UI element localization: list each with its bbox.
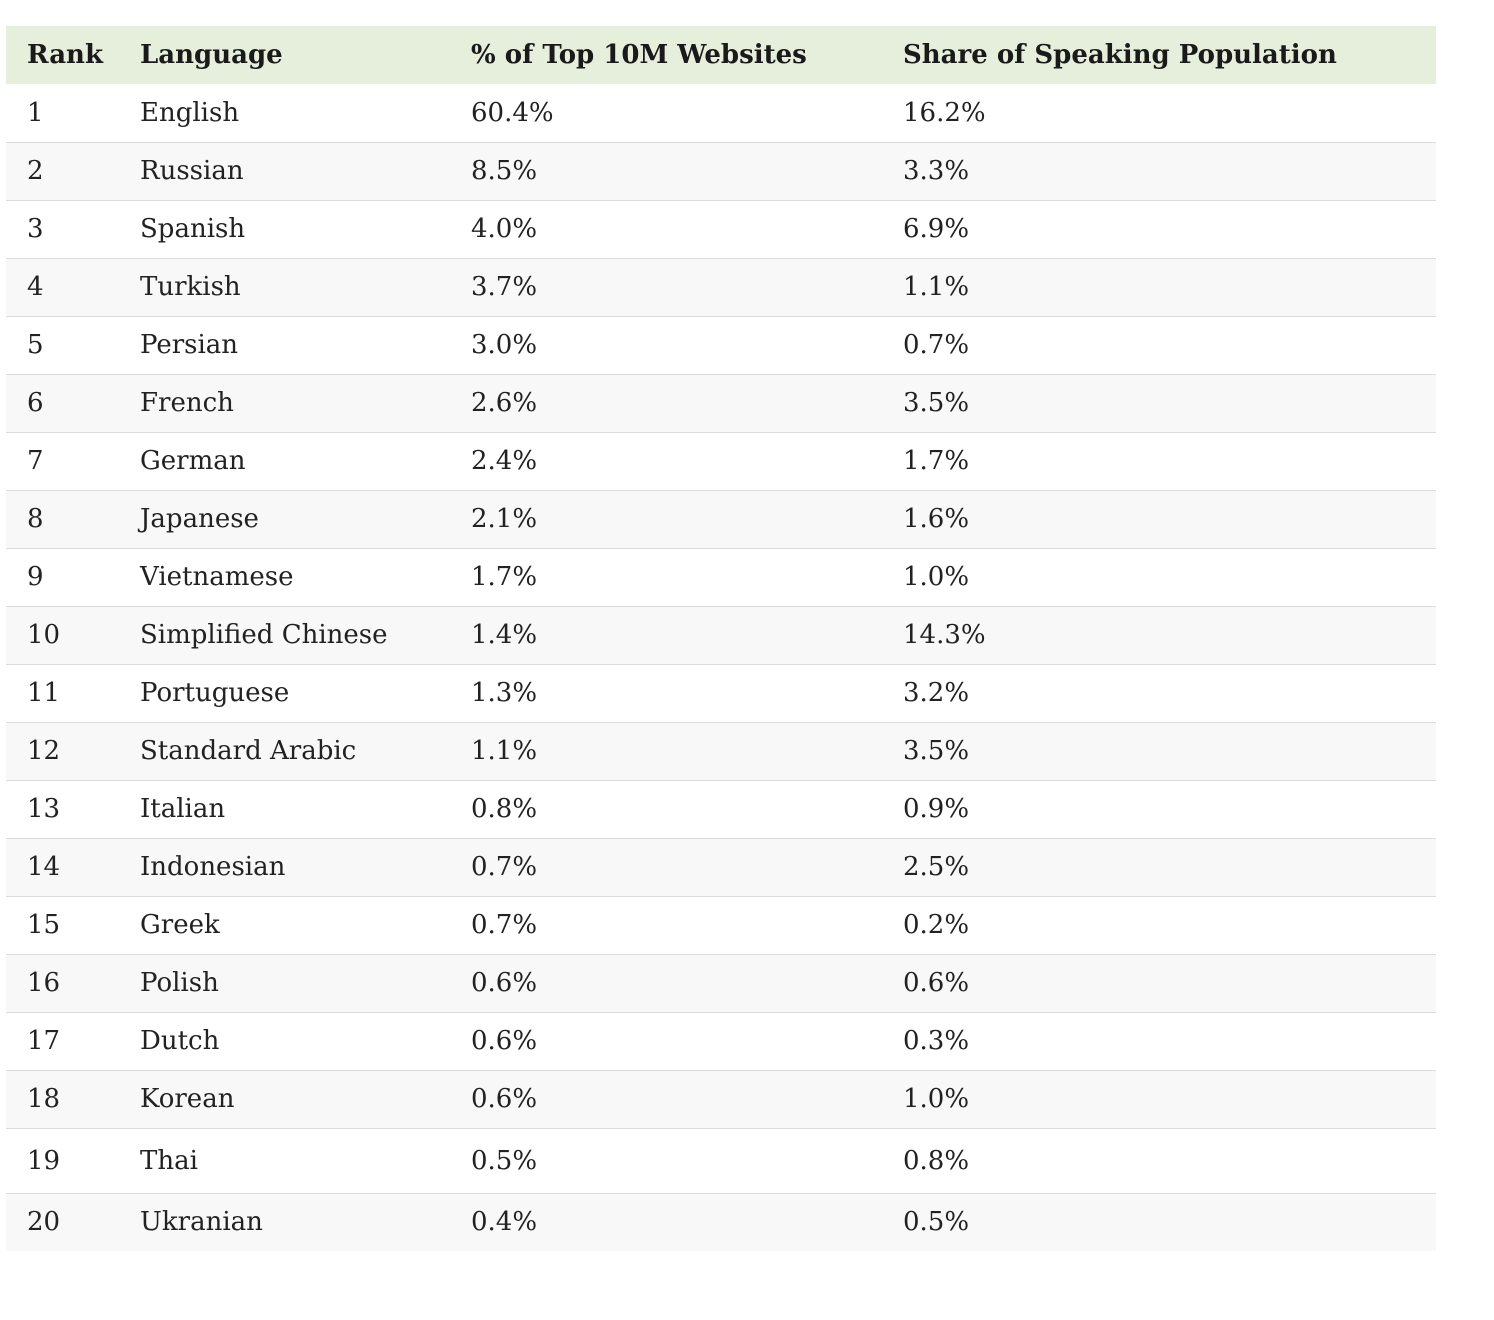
table-row (6, 84, 1436, 142)
cell-websites: 0.4% (471, 1207, 538, 1238)
cell-rank: 7 (27, 446, 44, 476)
cell-language: Indonesian (140, 852, 286, 882)
table-row (6, 200, 1436, 258)
cell-websites: 0.7% (471, 910, 538, 940)
header-language: Language (140, 40, 283, 70)
cell-language: Thai (140, 1145, 198, 1176)
table-row (6, 722, 1436, 780)
cell-language: Italian (140, 794, 226, 824)
cell-websites: 3.0% (471, 330, 538, 360)
cell-websites: 60.4% (471, 97, 554, 128)
cell-rank: 1 (27, 97, 44, 128)
cell-language: Polish (140, 968, 219, 998)
cell-population: 1.6% (903, 504, 970, 534)
cell-language: Vietnamese (140, 562, 294, 592)
cell-rank: 8 (27, 504, 44, 534)
table-row (6, 1128, 1436, 1193)
cell-websites: 1.1% (471, 736, 538, 766)
cell-rank: 17 (27, 1026, 61, 1056)
cell-population: 3.2% (903, 678, 970, 708)
cell-language: Ukranian (140, 1207, 263, 1238)
cell-websites: 2.6% (471, 388, 538, 418)
cell-language: Russian (140, 156, 244, 186)
table-header (6, 26, 1436, 84)
cell-language: German (140, 446, 246, 476)
cell-language: Spanish (140, 214, 246, 244)
cell-rank: 13 (27, 794, 61, 824)
cell-rank: 20 (27, 1207, 61, 1238)
cell-language: Greek (140, 910, 220, 940)
cell-population: 2.5% (903, 852, 970, 882)
cell-language: Standard Arabic (140, 736, 357, 766)
cell-population: 6.9% (903, 214, 970, 244)
cell-population: 1.0% (903, 1084, 970, 1114)
cell-language: French (140, 388, 234, 418)
cell-language: Portuguese (140, 678, 290, 708)
header-websites: % of Top 10M Websites (471, 40, 807, 70)
cell-language: English (140, 97, 240, 128)
cell-websites: 0.8% (471, 794, 538, 824)
cell-population: 1.7% (903, 446, 970, 476)
cell-rank: 15 (27, 910, 61, 940)
cell-population: 0.9% (903, 794, 970, 824)
cell-rank: 18 (27, 1084, 61, 1114)
cell-language: Korean (140, 1084, 235, 1114)
cell-websites: 8.5% (471, 156, 538, 186)
cell-websites: 0.5% (471, 1145, 538, 1176)
cell-websites: 0.6% (471, 968, 538, 998)
cell-websites: 3.7% (471, 272, 538, 302)
cell-population: 0.6% (903, 968, 970, 998)
cell-population: 0.3% (903, 1026, 970, 1056)
cell-language: Turkish (140, 272, 241, 302)
cell-rank: 2 (27, 156, 44, 186)
cell-rank: 11 (27, 678, 61, 708)
cell-rank: 10 (27, 620, 61, 650)
cell-language: Japanese (140, 504, 259, 534)
cell-rank: 14 (27, 852, 61, 882)
table-row (6, 432, 1436, 490)
cell-websites: 1.7% (471, 562, 538, 592)
table-row (6, 142, 1436, 200)
cell-websites: 0.6% (471, 1084, 538, 1114)
table-row (6, 896, 1436, 954)
cell-population: 1.1% (903, 272, 970, 302)
cell-websites: 1.3% (471, 678, 538, 708)
cell-population: 0.5% (903, 1207, 970, 1238)
table-row (6, 664, 1436, 722)
language-share-table (6, 26, 1436, 1251)
table-row (6, 838, 1436, 896)
table-row (6, 1070, 1436, 1128)
cell-population: 3.3% (903, 156, 970, 186)
header-rank: Rank (27, 40, 103, 70)
table-row (6, 780, 1436, 838)
cell-language: Persian (140, 330, 239, 360)
table-body (6, 84, 1436, 1251)
cell-population: 14.3% (903, 620, 986, 650)
table-row (6, 490, 1436, 548)
cell-websites: 2.4% (471, 446, 538, 476)
table-row (6, 374, 1436, 432)
cell-language: Dutch (140, 1026, 220, 1056)
cell-population: 3.5% (903, 388, 970, 418)
language-table-container (6, 26, 1436, 1251)
cell-rank: 12 (27, 736, 61, 766)
cell-rank: 3 (27, 214, 44, 244)
cell-websites: 0.7% (471, 852, 538, 882)
table-row (6, 954, 1436, 1012)
cell-population: 3.5% (903, 736, 970, 766)
cell-population: 0.7% (903, 330, 970, 360)
cell-rank: 6 (27, 388, 44, 418)
cell-rank: 19 (27, 1145, 61, 1176)
table-row (6, 1193, 1436, 1251)
table-row (6, 548, 1436, 606)
header-population: Share of Speaking Population (903, 40, 1337, 70)
cell-language: Simplified Chinese (140, 620, 388, 650)
cell-websites: 1.4% (471, 620, 538, 650)
cell-rank: 4 (27, 272, 44, 302)
table-row (6, 1012, 1436, 1070)
cell-population: 16.2% (903, 97, 986, 128)
table-row (6, 258, 1436, 316)
header-row (6, 26, 1436, 84)
cell-rank: 5 (27, 330, 44, 360)
table-row (6, 606, 1436, 664)
cell-websites: 2.1% (471, 504, 538, 534)
cell-population: 0.2% (903, 910, 970, 940)
cell-population: 1.0% (903, 562, 970, 592)
cell-rank: 16 (27, 968, 61, 998)
cell-websites: 4.0% (471, 214, 538, 244)
table-row (6, 316, 1436, 374)
cell-rank: 9 (27, 562, 44, 592)
cell-population: 0.8% (903, 1145, 970, 1176)
cell-websites: 0.6% (471, 1026, 538, 1056)
